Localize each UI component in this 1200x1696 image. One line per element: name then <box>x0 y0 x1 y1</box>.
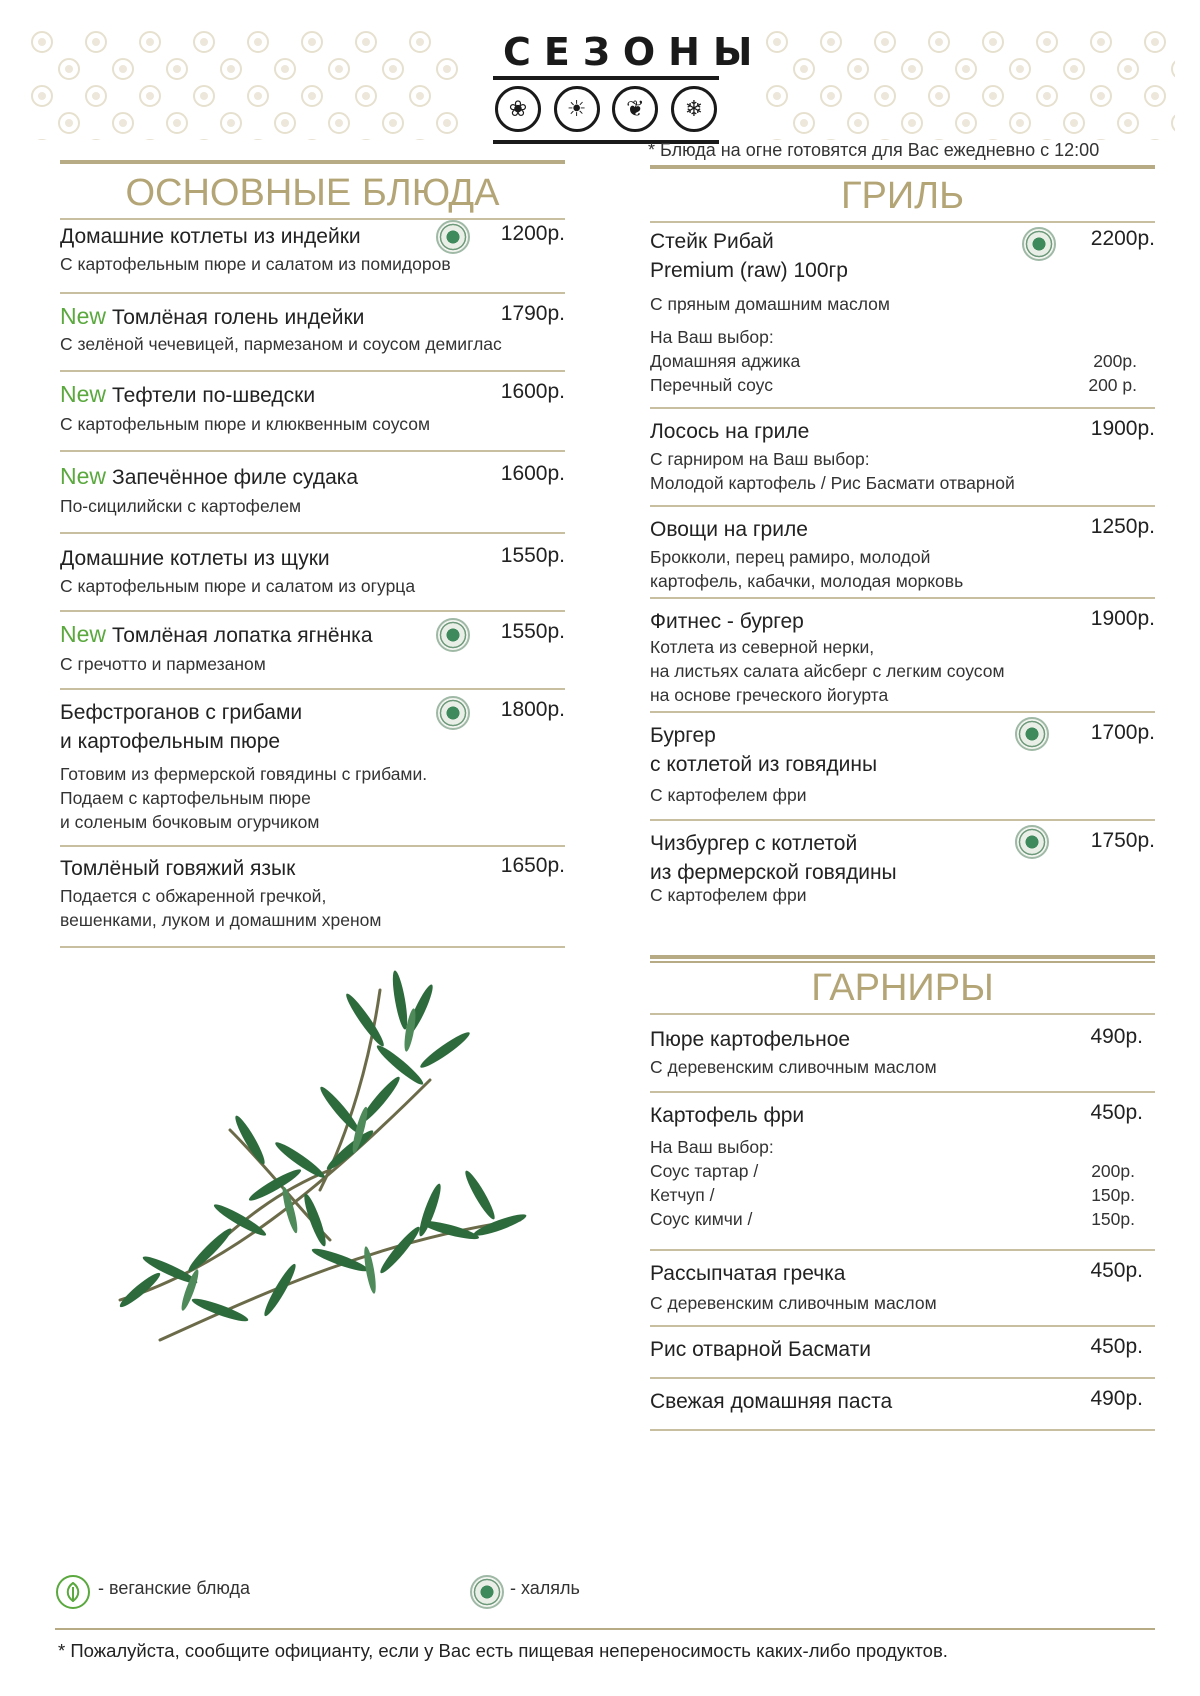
item-price: 1600р. <box>500 462 565 485</box>
item-name-line2: и картофельным пюре <box>60 730 281 753</box>
item-name: Лосось на гриле <box>650 420 810 443</box>
spring-icon: ❀ <box>495 86 541 132</box>
item-price: 1790р. <box>500 302 565 325</box>
garnish-header <box>650 955 1155 1015</box>
item-desc: С картофелем фри <box>650 785 807 805</box>
item-price: 1550р. <box>500 544 565 567</box>
logo-bar-top <box>493 76 719 80</box>
header-pattern-left <box>30 30 460 140</box>
item-desc: С гарниром на Ваш выбор: <box>650 449 870 469</box>
new-badge: New <box>60 463 107 489</box>
grill-title: ГРИЛЬ <box>840 175 965 217</box>
item-name: Рассыпчатая гречка <box>650 1262 846 1285</box>
item-name: Домашние котлеты из щуки <box>60 547 330 570</box>
main-dishes-title: ОСНОВНЫЕ БЛЮДА <box>125 172 500 214</box>
item-desc: Брокколи, перец рамиро, молодой <box>650 547 931 567</box>
item-desc-line3: и соленым бочковым огурчиком <box>60 812 320 832</box>
item-price: 450р. <box>1090 1259 1143 1282</box>
item-desc: С гречотто и пармезаном <box>60 654 266 674</box>
item-name: Бефстроганов с грибами <box>60 701 303 724</box>
item-name: Овощи на гриле <box>650 518 808 541</box>
item-price: 1700р. <box>1090 721 1155 744</box>
item-price: 450р. <box>1090 1101 1143 1124</box>
halal-icon <box>470 1575 504 1609</box>
header-pattern-right <box>765 30 1175 140</box>
season-icons <box>493 86 719 132</box>
halal-icon <box>436 220 470 254</box>
item-name: Пюре картофельное <box>650 1028 851 1051</box>
item-desc: Подается с обжаренной гречкой, <box>60 886 327 906</box>
item-name: Бургер <box>650 724 716 747</box>
item-price: 1900р. <box>1090 607 1155 630</box>
item-name: New Тефтели по-шведски <box>60 381 316 407</box>
item-desc-line2: картофель, кабачки, молодая морковь <box>650 571 964 591</box>
item-price: 2200р. <box>1090 227 1155 250</box>
rosemary-illustration <box>100 970 550 1370</box>
halal-icon <box>436 696 470 730</box>
item-price: 450р. <box>1090 1335 1143 1358</box>
option-row: Домашняя аджика 200р. <box>650 351 1137 371</box>
halal-icon <box>436 618 470 652</box>
new-badge: New <box>60 621 107 647</box>
item-name: Чизбургер с котлетой <box>650 832 858 855</box>
grill-section <box>650 165 1155 965</box>
grill-header <box>650 165 1155 223</box>
item-desc-line2: на листьях салата айсберг с легким соусом <box>650 661 1005 681</box>
halal-icon <box>1015 825 1049 859</box>
item-name: Томлёный говяжий язык <box>60 857 296 880</box>
item-price: 490р. <box>1090 1025 1143 1048</box>
logo-title: СЕЗОНЫ <box>503 30 766 74</box>
choice-label: На Ваш выбор: <box>650 327 774 347</box>
item-name-line2: с котлетой из говядины <box>650 753 878 776</box>
garnish-section <box>650 955 1155 1435</box>
item-name: New Томлёная лопатка ягнёнка <box>60 621 373 647</box>
item-price: 1800р. <box>500 698 565 721</box>
item-price: 1900р. <box>1090 417 1155 440</box>
item-price: 1200р. <box>500 222 565 245</box>
option-row: Соус тартар / 200р. <box>650 1161 1135 1181</box>
logo <box>493 30 766 144</box>
item-name-line2: Premium (raw) 100гр <box>650 259 848 282</box>
summer-icon: ☀ <box>554 86 600 132</box>
autumn-icon: ❦ <box>612 86 658 132</box>
item-price: 1550р. <box>500 620 565 643</box>
item-desc: Готовим из фермерской говядины с грибами. <box>60 764 428 784</box>
halal-icon <box>1022 227 1056 261</box>
item-desc: С деревенским сливочным маслом <box>650 1293 937 1313</box>
grill-note: * Блюда на огне готовятся для Вас ежедневно с 12:00 <box>648 140 1100 160</box>
item-desc-line2: вешенками, луком и домашним хреном <box>60 910 382 930</box>
item-price: 1600р. <box>500 380 565 403</box>
item-name: Домашние котлеты из индейки <box>60 225 361 248</box>
option-row: Перечный соус 200 р. <box>650 375 1137 395</box>
item-price: 1250р. <box>1090 515 1155 538</box>
item-desc: С зелёной чечевицей, пармезаном и соусом демиглас <box>60 334 502 354</box>
item-price: 1650р. <box>500 854 565 877</box>
item-name: New Запечённое филе судака <box>60 463 359 489</box>
main-dishes-section <box>60 160 565 960</box>
item-desc: С деревенским сливочным маслом <box>650 1057 937 1077</box>
garnish-title: ГАРНИРЫ <box>811 967 994 1009</box>
item-price: 1750р. <box>1090 829 1155 852</box>
item-desc: С картофелем фри <box>650 885 807 905</box>
item-desc: С картофельным пюре и салатом из огурца <box>60 576 416 596</box>
halal-icon <box>1015 717 1049 751</box>
item-desc: С картофельным пюре и салатом из помидоров <box>60 254 451 274</box>
item-desc: С пряным домашним маслом <box>650 294 890 314</box>
option-row: Кетчуп / 150р. <box>650 1185 1135 1205</box>
footer-divider <box>55 1628 1155 1630</box>
item-name: Свежая домашняя паста <box>650 1390 893 1413</box>
choice-label: На Ваш выбор: <box>650 1137 774 1157</box>
item-name-line2: из фермерской говядины <box>650 861 897 884</box>
item-name: Рис отварной Басмати <box>650 1338 871 1361</box>
option-row: Соус кимчи / 150р. <box>650 1209 1135 1229</box>
winter-icon: ❄ <box>671 86 717 132</box>
item-desc-line2: Подаем с картофельным пюре <box>60 788 311 808</box>
item-desc: По-сицилийски с картофелем <box>60 496 302 516</box>
item-desc: Котлета из северной нерки, <box>650 637 875 657</box>
item-desc-line2: Молодой картофель / Рис Басмати отварной <box>650 473 1015 493</box>
vegan-legend: - веганские блюда <box>98 1578 251 1598</box>
new-badge: New <box>60 303 107 329</box>
item-name: New Томлёная голень индейки <box>60 303 365 329</box>
item-name: Стейк Рибай <box>650 230 774 253</box>
footer-note: * Пожалуйста, сообщите официанту, если у Вас есть пищевая непереносимость каких-либо продуктов. <box>58 1640 948 1661</box>
main-dishes-header <box>60 160 565 220</box>
new-badge: New <box>60 381 107 407</box>
item-name: Картофель фри <box>650 1104 805 1127</box>
halal-legend: - халяль <box>510 1578 580 1598</box>
item-desc-line3: на основе греческого йогурта <box>650 685 889 705</box>
item-price: 490р. <box>1090 1387 1143 1410</box>
vegan-icon <box>56 1575 90 1609</box>
item-name: Фитнес - бургер <box>650 610 804 633</box>
item-desc: С картофельным пюре и клюквенным соусом <box>60 414 430 434</box>
